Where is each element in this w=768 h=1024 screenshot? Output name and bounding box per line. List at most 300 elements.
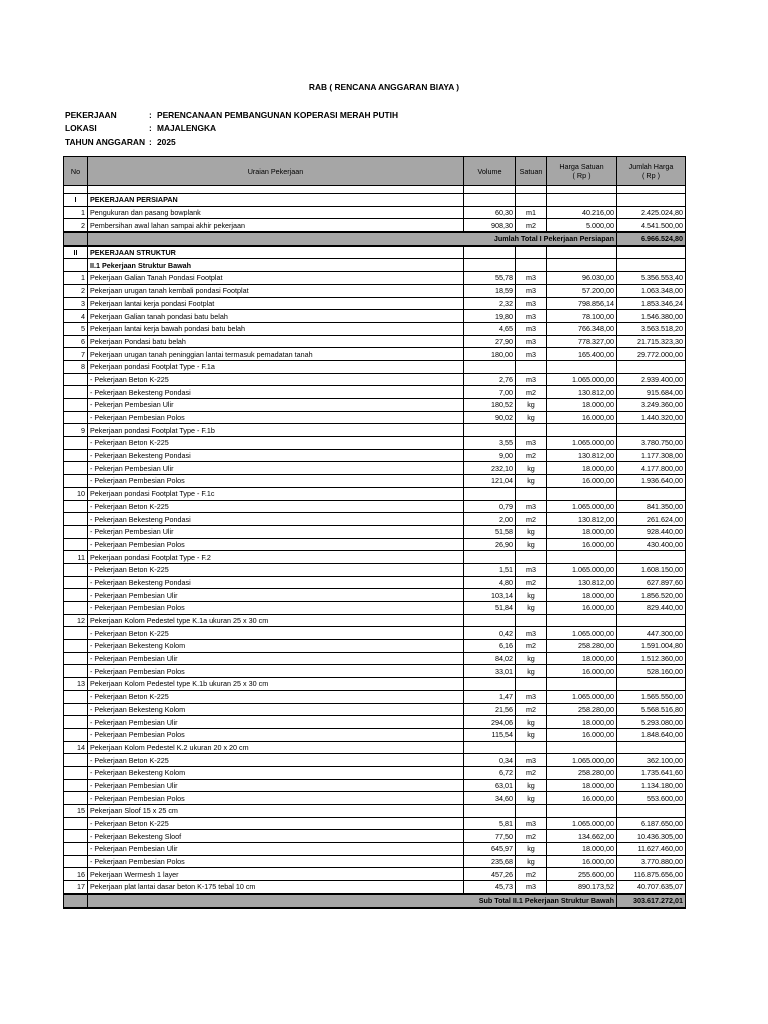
row-satuan: m1 [516,206,547,219]
row-satuan: m3 [516,322,547,335]
row-jumlah-harga: 430.400,00 [617,538,686,551]
row-satuan: m2 [516,640,547,653]
row-number: 5 [64,322,88,335]
total-row [64,894,686,908]
row-jumlah-harga [617,487,686,500]
row-harga-satuan: 165.400,00 [547,348,617,361]
row-harga-satuan: 890.173,52 [547,881,617,894]
row-harga-satuan [547,805,617,818]
row-satuan: kg [516,665,547,678]
row-jumlah-harga: 29.772.000,00 [617,348,686,361]
row-number: 8 [64,360,88,373]
row-harga-satuan: 16.000,00 [547,602,617,615]
row-satuan: m3 [516,284,547,297]
row-description: Pekerjaan plat lantai dasar beton K-175 tebal 10 cm [88,881,464,894]
row-jumlah-harga: 2.939.400,00 [617,373,686,386]
row-description: - Pekerjaan Pembesian Ulir [88,589,464,602]
row-harga-satuan [547,259,617,272]
header-jumlah-line2: ( Rp ) [642,171,660,180]
row-harga-satuan [547,741,617,754]
row-jumlah-harga: 5.356.553,40 [617,272,686,285]
row-satuan: m3 [516,500,547,513]
row-harga-satuan: 57.200,00 [547,284,617,297]
row-volume: 115,54 [464,728,516,741]
row-number [64,627,88,640]
row-harga-satuan: 5.000,00 [547,219,617,232]
row-harga-satuan [547,551,617,564]
row-satuan: m2 [516,868,547,881]
row-jumlah-harga: 1.591.004,80 [617,640,686,653]
row-jumlah-harga: 928.440,00 [617,525,686,538]
table-row [64,475,686,488]
row-description: Pekerjaan Pondasi batu belah [88,335,464,348]
row-jumlah-harga: 4.541.500,00 [617,219,686,232]
row-volume: 34,60 [464,792,516,805]
row-harga-satuan: 18.000,00 [547,843,617,856]
header-harga-line1: Harga Satuan [559,162,604,171]
table-row [64,563,686,576]
row-description: - Pekerjan Pembesian Ulir [88,462,464,475]
row-harga-satuan: 18.000,00 [547,716,617,729]
row-harga-satuan: 798.856,14 [547,297,617,310]
project-info-row [65,108,398,122]
section-row [64,194,686,207]
row-volume: 5,81 [464,817,516,830]
row-description: Pekerjaan urugan tanah peninggian lantai termasuk pemadatan tanah [88,348,464,361]
table-row [64,322,686,335]
table-row [64,399,686,412]
row-description: - Pekerjaan Bekesteng Kolom [88,703,464,716]
row-satuan: m3 [516,627,547,640]
table-row [64,206,686,219]
row-description: - Pekerjaan Bekesteng Kolom [88,766,464,779]
row-number [64,437,88,450]
row-number [64,665,88,678]
table-row [64,284,686,297]
row-jumlah-harga: 1.608.150,00 [617,563,686,576]
row-satuan: kg [516,538,547,551]
row-number: 1 [64,272,88,285]
row-volume: 2,00 [464,513,516,526]
row-jumlah-harga: 6.187.650,00 [617,817,686,830]
row-harga-satuan: 16.000,00 [547,411,617,424]
project-info-value: PERENCANAAN PEMBANGUNAN KOPERASI MERAH PUTIH [157,109,399,120]
row-volume: 51,84 [464,602,516,615]
row-satuan: m3 [516,272,547,285]
row-harga-satuan: 96.030,00 [547,272,617,285]
empty-cell [88,186,464,194]
table-row [64,360,686,373]
row-number [64,525,88,538]
row-harga-satuan: 1.065.000,00 [547,817,617,830]
row-satuan: m2 [516,449,547,462]
row-description: - Pekerjaan Beton K-225 [88,500,464,513]
row-jumlah-harga: 1.546.380,00 [617,310,686,323]
row-jumlah-harga: 528.160,00 [617,665,686,678]
row-harga-satuan [547,360,617,373]
row-volume: 0,42 [464,627,516,640]
row-volume [464,259,516,272]
row-number [64,855,88,868]
row-description: - Pekerjaan Pembesian Polos [88,538,464,551]
row-harga-satuan: 16.000,00 [547,538,617,551]
row-harga-satuan [547,194,617,207]
row-number: 6 [64,335,88,348]
empty-cell [464,186,516,194]
row-number [64,779,88,792]
project-info-key: LOKASI [65,123,97,134]
row-number [64,513,88,526]
row-satuan: m3 [516,690,547,703]
table-row [64,525,686,538]
row-volume: 121,04 [464,475,516,488]
row-satuan [516,487,547,500]
project-info [65,108,398,149]
row-harga-satuan: 258.280,00 [547,640,617,653]
row-number: 1 [64,206,88,219]
row-satuan: m3 [516,437,547,450]
header-volume: Volume [464,157,516,186]
row-jumlah-harga: 3.770.880,00 [617,855,686,868]
row-volume: 27,90 [464,335,516,348]
row-volume: 55,78 [464,272,516,285]
table-row [64,576,686,589]
row-satuan [516,424,547,437]
row-volume: 2,32 [464,297,516,310]
row-jumlah-harga: 3.780.750,00 [617,437,686,450]
row-jumlah-harga: 829.440,00 [617,602,686,615]
row-description: Pekerjaan Galian tanah pondasi batu belah [88,310,464,323]
row-number [64,843,88,856]
header-no: No [64,157,88,186]
row-volume [464,678,516,691]
blank-row [64,186,686,194]
row-volume: 0,34 [464,754,516,767]
table-row [64,551,686,564]
row-volume: 26,90 [464,538,516,551]
row-satuan [516,678,547,691]
table-row [64,728,686,741]
row-description: - Pekerjaan Bekesteng Pondasi [88,386,464,399]
row-harga-satuan: 18.000,00 [547,525,617,538]
total-label: Sub Total II.1 Pekerjaan Struktur Bawah [88,894,617,908]
table-row [64,627,686,640]
row-satuan: kg [516,855,547,868]
table-row [64,335,686,348]
row-harga-satuan: 16.000,00 [547,728,617,741]
row-harga-satuan: 40.216,00 [547,206,617,219]
document-title: RAB ( RENCANA ANGGARAN BIAYA ) [308,82,460,92]
row-jumlah-harga: 21.715.323,30 [617,335,686,348]
header-satuan: Satuan [516,157,547,186]
row-jumlah-harga [617,424,686,437]
row-description: - Pekerjaan Pembesian Polos [88,728,464,741]
row-jumlah-harga: 1.177.308,00 [617,449,686,462]
row-description: - Pekerjaan Beton K-225 [88,817,464,830]
row-description: - Pekerjaan Pembesian Polos [88,665,464,678]
row-number [64,640,88,653]
row-number: 16 [64,868,88,881]
row-harga-satuan: 134.662,00 [547,830,617,843]
total-amount: 6.966.524,80 [617,232,686,246]
row-volume [464,805,516,818]
row-number [64,589,88,602]
row-jumlah-harga: 841.350,00 [617,500,686,513]
row-harga-satuan [547,614,617,627]
row-volume: 232,10 [464,462,516,475]
row-satuan [516,360,547,373]
row-volume [464,246,516,259]
row-harga-satuan: 1.065.000,00 [547,563,617,576]
row-harga-satuan [547,678,617,691]
row-description: Pekerjaan Kolom Pedestel K.2 ukuran 20 x 20 cm [88,741,464,754]
row-number [64,563,88,576]
table-row [64,348,686,361]
row-jumlah-harga: 1.512.360,00 [617,652,686,665]
row-description: - Pekerjaan Beton K-225 [88,754,464,767]
row-description: - Pekerjaan Bekesteng Pondasi [88,513,464,526]
row-harga-satuan: 1.065.000,00 [547,437,617,450]
row-volume: 77,50 [464,830,516,843]
row-satuan: m2 [516,766,547,779]
subsection-row [64,259,686,272]
row-jumlah-harga: 10.436.305,00 [617,830,686,843]
row-description: - Pekerjaan Pembesian Polos [88,855,464,868]
row-description: Pekerjaan Wermesh 1 layer [88,868,464,881]
table-row [64,602,686,615]
row-satuan: m3 [516,348,547,361]
project-info-key: TAHUN ANGGARAN [65,136,146,147]
row-description: - Pekerjaan Pembesian Ulir [88,652,464,665]
row-jumlah-harga: 553.600,00 [617,792,686,805]
table-row [64,487,686,500]
row-description: Pekerjaan pondasi Footplat Type - F.1a [88,360,464,373]
table-row [64,830,686,843]
row-satuan: kg [516,462,547,475]
table-row [64,855,686,868]
row-satuan [516,246,547,259]
row-volume: 84,02 [464,652,516,665]
row-description: - Pekerjan Pembesian Ulir [88,399,464,412]
row-description: - Pekerjaan Beton K-225 [88,690,464,703]
row-number: 17 [64,881,88,894]
row-description: Pengukuran dan pasang bowplank [88,206,464,219]
row-satuan: kg [516,475,547,488]
row-satuan: m2 [516,513,547,526]
row-number [64,449,88,462]
row-harga-satuan: 18.000,00 [547,462,617,475]
row-number [64,411,88,424]
row-volume: 1,51 [464,563,516,576]
row-satuan: kg [516,728,547,741]
row-satuan: m3 [516,335,547,348]
row-number: 2 [64,219,88,232]
row-description: - Pekerjaan Pembesian Polos [88,792,464,805]
row-jumlah-harga: 447.300,00 [617,627,686,640]
row-jumlah-harga [617,194,686,207]
row-volume: 235,68 [464,855,516,868]
row-jumlah-harga: 116.875.656,00 [617,868,686,881]
row-volume: 457,26 [464,868,516,881]
row-number: 2 [64,284,88,297]
row-satuan: m2 [516,576,547,589]
row-harga-satuan: 778.327,00 [547,335,617,348]
table-row [64,272,686,285]
row-volume: 7,00 [464,386,516,399]
table-row [64,219,686,232]
row-description: - Pekerjaan Pembesian Ulir [88,716,464,729]
table-row [64,665,686,678]
header-jumlah-line1: Jumlah Harga [628,162,674,171]
header-harga-satuan [547,157,617,186]
table-row [64,868,686,881]
row-jumlah-harga: 5.293.080,00 [617,716,686,729]
row-number [64,792,88,805]
row-description: Pembersihan awal lahan sampai akhir pekerjaan [88,219,464,232]
row-volume [464,741,516,754]
row-volume: 33,01 [464,665,516,678]
row-satuan: m2 [516,830,547,843]
row-number [64,462,88,475]
row-harga-satuan: 1.065.000,00 [547,373,617,386]
row-description: - Pekerjaan Bekesteng Kolom [88,640,464,653]
row-jumlah-harga: 40.707.635,07 [617,881,686,894]
row-satuan: kg [516,652,547,665]
row-satuan: m2 [516,386,547,399]
empty-cell [617,186,686,194]
empty-cell [64,186,88,194]
row-jumlah-harga: 3.563.518,20 [617,322,686,335]
row-number: 9 [64,424,88,437]
row-number: 13 [64,678,88,691]
row-description: - Pekerjan Pembesian Ulir [88,525,464,538]
row-volume: 19,80 [464,310,516,323]
row-harga-satuan: 1.065.000,00 [547,500,617,513]
row-satuan: m3 [516,881,547,894]
table-row [64,843,686,856]
row-number [64,830,88,843]
rab-table [63,156,686,909]
row-jumlah-harga: 1.856.520,00 [617,589,686,602]
row-description: - Pekerjaan Pembesian Polos [88,411,464,424]
row-jumlah-harga [617,246,686,259]
row-satuan [516,614,547,627]
row-satuan: m3 [516,817,547,830]
row-harga-satuan [547,424,617,437]
table-row [64,779,686,792]
row-jumlah-harga: 2.425.024,80 [617,206,686,219]
row-jumlah-harga: 362.100,00 [617,754,686,767]
row-description: Pekerjaan Sloof 15 x 25 cm [88,805,464,818]
row-harga-satuan: 1.065.000,00 [547,754,617,767]
row-volume: 4,65 [464,322,516,335]
row-number: 10 [64,487,88,500]
header-uraian: Uraian Pekerjaan [88,157,464,186]
row-satuan: m3 [516,373,547,386]
row-description: - Pekerjaan Pembesian Ulir [88,843,464,856]
table-row [64,766,686,779]
row-description: Pekerjaan Kolom Pedestel type K.1a ukuran 25 x 30 cm [88,614,464,627]
row-volume: 180,52 [464,399,516,412]
project-info-key: PEKERJAAN [65,109,117,120]
table-row [64,538,686,551]
row-satuan: kg [516,411,547,424]
row-description: - Pekerjaan Beton K-225 [88,563,464,576]
row-description: Pekerjaan lantai kerja pondasi Footplat [88,297,464,310]
table-row [64,449,686,462]
row-volume: 90,02 [464,411,516,424]
row-harga-satuan: 18.000,00 [547,779,617,792]
row-jumlah-harga: 1.440.320,00 [617,411,686,424]
row-description: - Pekerjaan Pembesian Polos [88,602,464,615]
table-row [64,462,686,475]
row-number [64,766,88,779]
row-harga-satuan: 18.000,00 [547,589,617,602]
row-volume [464,360,516,373]
row-jumlah-harga: 627.897,60 [617,576,686,589]
row-description: Pekerjaan Galian Tanah Pondasi Footplat [88,272,464,285]
row-jumlah-harga: 5.568.516,80 [617,703,686,716]
header-jumlah-harga [617,157,686,186]
header-harga-line2: ( Rp ) [572,171,591,180]
table-row [64,805,686,818]
row-description: PEKERJAAN PERSIAPAN [88,194,464,207]
row-description: PEKERJAAN STRUKTUR [88,246,464,259]
row-satuan: m3 [516,563,547,576]
row-harga-satuan [547,487,617,500]
total-row [64,232,686,246]
row-number [64,703,88,716]
row-number: I [64,194,88,207]
table-row [64,411,686,424]
row-number: 15 [64,805,88,818]
row-number: 14 [64,741,88,754]
table-row [64,690,686,703]
row-volume: 103,14 [464,589,516,602]
row-harga-satuan: 766.348,00 [547,322,617,335]
row-harga-satuan: 16.000,00 [547,855,617,868]
row-description: - Pekerjaan Pembesian Polos [88,475,464,488]
empty-cell [64,894,88,908]
row-satuan [516,805,547,818]
row-number [64,373,88,386]
row-jumlah-harga: 3.249.360,00 [617,399,686,412]
row-volume: 9,00 [464,449,516,462]
table-row [64,500,686,513]
row-jumlah-harga [617,805,686,818]
row-harga-satuan: 130.812,00 [547,449,617,462]
row-satuan: kg [516,792,547,805]
table-row [64,703,686,716]
row-volume: 0,79 [464,500,516,513]
row-number [64,538,88,551]
row-description: - Pekerjaan Beton K-225 [88,437,464,450]
row-jumlah-harga: 1.848.640,00 [617,728,686,741]
row-volume: 6,72 [464,766,516,779]
row-description: Pekerjaan pondasi Footplat Type - F.1b [88,424,464,437]
row-volume: 1,47 [464,690,516,703]
table-row [64,297,686,310]
row-number [64,690,88,703]
project-info-value: MAJALENGKA [157,123,217,134]
row-harga-satuan: 16.000,00 [547,475,617,488]
row-jumlah-harga: 1.063.348,00 [617,284,686,297]
row-volume [464,614,516,627]
row-jumlah-harga [617,360,686,373]
row-jumlah-harga: 1.565.550,00 [617,690,686,703]
row-volume: 294,06 [464,716,516,729]
row-jumlah-harga [617,741,686,754]
